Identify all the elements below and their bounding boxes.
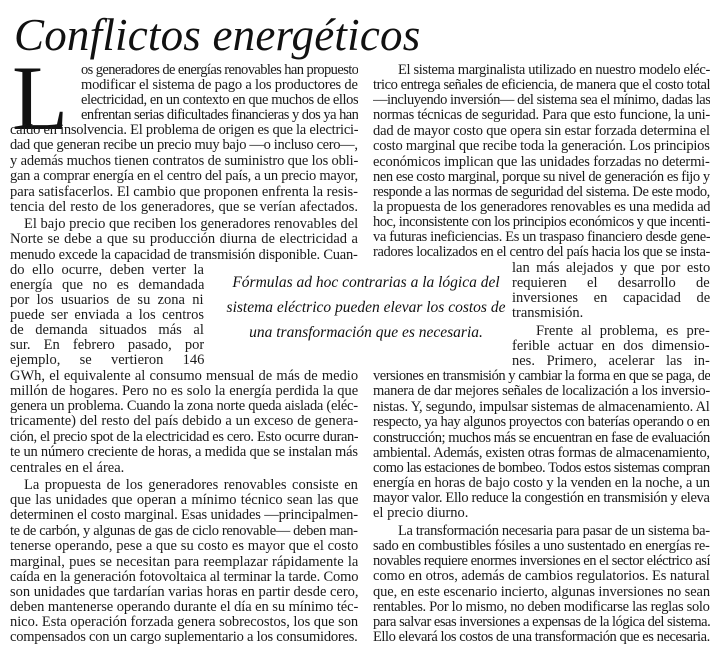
text-line: sado en combustibles fósiles a uno sustentado en energías re- <box>373 538 710 554</box>
text-line: centrales en el área. <box>10 460 125 476</box>
text-line: inversiones en capacidad de <box>512 290 710 306</box>
text-line: dad de mayor costo que opera sin estar forzada determina el <box>373 123 710 139</box>
text-line: ferible actuar en dos dimensio- <box>512 338 710 354</box>
text-line: marginal, pues se necesitan para reemplazar rápidamente la <box>10 554 358 570</box>
text-line: os generadores de energías renovables han propuesto <box>81 62 358 78</box>
text-line: genera un problema. Cuando la zona norte queda aislada (eléc- <box>10 398 358 414</box>
text-line: la propuesta de los generadores renovables es una medida ad <box>373 199 710 215</box>
text-line: novables requiere enormes inversiones en el sector eléctrico así <box>373 553 710 569</box>
pull-quote-line: Fórmulas ad hoc contrarias a la lógica del <box>232 274 500 291</box>
text-line: de demanda situados más al <box>10 322 204 338</box>
text-line: tenerse operando, pese a que su costo es mayor que el costo <box>10 538 358 554</box>
text-line: trico entrega señales de eficiencia, de manera que el costo total <box>373 77 710 93</box>
text-line: para salvar esas inversiones a expensas de la lógica del sistema. <box>373 614 710 630</box>
text-line: tencia del resto de los generadores, que se verían afectados. <box>10 199 358 215</box>
text-line: determinen el costo marginal. Esas unidades —principalmen- <box>10 507 358 523</box>
text-line: rentables. Por lo mismo, no deben modificarse las reglas solo <box>373 599 710 615</box>
text-line: por los usuarios de su zona ni <box>10 292 204 308</box>
text-line: millón de hogares. Pero no es solo la energía perdida la que <box>10 383 358 399</box>
text-line: como las estaciones de bombeo. Todos estos sistemas compran <box>373 460 710 476</box>
text-line: responde a las normas de seguridad del sistema. De este modo, <box>373 184 710 200</box>
text-line: GWh, el equivalente al consumo mensual de más de medio <box>10 368 358 384</box>
text-line: menudo excede la capacidad de transmisión disponible. Cuan- <box>10 247 358 263</box>
drop-cap: L <box>12 47 69 149</box>
text-line: modificar el sistema de pago a los productores de <box>81 77 358 93</box>
text-line: El sistema marginalista utilizado en nuestro modelo eléc- <box>398 62 710 78</box>
text-line: enfrentan serias dificultades financieras y dos ya han <box>81 107 358 123</box>
text-line: El bajo precio que reciben los generadores renovables del <box>24 216 358 232</box>
text-line: transmisión. <box>512 305 584 321</box>
text-line: nistas. Y, segundo, impulsar sistemas de almacenamiento. Al <box>373 399 710 415</box>
text-line: manera de dar mejores señales de localización a los inversio- <box>373 383 710 399</box>
text-line: tricamente) del resto del país debido a un exceso de genera- <box>10 413 358 429</box>
text-line: son unidades que tardarían varias horas en partir desde cero, <box>10 584 358 600</box>
text-line: versiones en transmisión y cambiar la forma en que se paga, de <box>373 368 710 384</box>
text-line: nico. Esta operación forzada genera sobrecostos, los que son <box>10 614 358 630</box>
text-line: nen ese costo marginal, porque su nivel de generación es fijo y <box>373 169 710 185</box>
text-line: caída en la generación fotovoltaica al terminar la tarde. Como <box>10 569 358 585</box>
text-line: —incluyendo inversión— del sistema sea el mínimo, dadas las <box>373 92 710 108</box>
pull-quote-line: sistema eléctrico pueden elevar los costos de <box>226 299 506 316</box>
text-line: respecto, ya hay algunos proyectos con baterías operando o en <box>373 414 710 430</box>
text-line: económicos implican que las unidades forzadas no determi- <box>373 154 710 170</box>
text-line: construcción; muchos más se encuentran en fase de evaluación <box>373 430 710 446</box>
text-line: que las unidades que operan a mínimo técnico sean las que <box>10 492 358 508</box>
text-line: ejemplo, se vertieron 146 <box>10 352 204 368</box>
text-line: hoc, inconsistente con los principios económicos y que incenti- <box>373 214 710 230</box>
headline: Conflictos energéticos <box>14 10 421 60</box>
text-line: para satisfacerlos. El cambio que proponen enfrenta la resis- <box>10 184 358 200</box>
text-line: y además muchos tienen contratos de suministro que los obli- <box>10 153 358 169</box>
text-line: gan a comprar energía en el centro del país, a un precio mayor, <box>10 168 358 184</box>
text-line: electricidad, en un contexto en que muchos de ellos <box>81 92 358 108</box>
text-line: nes. Primero, acelerar las in- <box>512 353 710 369</box>
text-line: sur. En febrero pasado, por <box>10 337 204 353</box>
text-line: te un número creciente de horas, a medida que se instalan más <box>10 444 358 460</box>
text-line: costo marginal que recibe toda la generación. Los principios <box>373 138 710 154</box>
text-line: energía que no es demandada <box>10 277 204 293</box>
text-line: energía en horas de bajo costo y la venden en la noche, a un <box>373 475 710 491</box>
pull-quote-line: una transformación que es necesaria. <box>249 324 483 341</box>
text-line: ambiental. Además, existen otras formas de almacenamiento, <box>373 445 710 461</box>
text-line: puede ser enviada a los centros <box>10 307 204 323</box>
text-line: el precio diurno. <box>373 505 469 521</box>
text-line: radores localizados en el centro del país hacia los que se insta- <box>373 244 710 260</box>
text-line: dad que generan recibe un precio muy bajo —o incluso cero—, <box>10 137 358 153</box>
text-line: requieren el desarrollo de <box>512 275 710 291</box>
text-line: como en otros, además de cambios regulatorios. Es natural <box>373 568 710 584</box>
text-line: va futuras ineficiencias. Es un traspaso financiero desde gene- <box>373 229 710 245</box>
pull-quote <box>226 270 506 345</box>
text-line: deben mantenerse operando durante el día en su mínimo téc- <box>10 599 358 615</box>
text-line: Frente al problema, es pre- <box>536 323 710 339</box>
text-line: te de carbón, y algunas de gas de ciclo renovable— deben man- <box>10 523 358 539</box>
text-line: do ello ocurre, deben verter la <box>10 262 204 278</box>
text-line: Norte se debe a que su producción diurna de electricidad a <box>10 231 358 247</box>
text-line: mayor valor. Ello reduce la congestión en transmisión y eleva <box>373 490 710 506</box>
text-line: normas técnicas de seguridad. Para que esto funcione, la uni- <box>373 107 710 123</box>
text-line: compensados con un cargo suplementario a los consumidores. <box>10 629 358 645</box>
text-line: lan más alejados y que por esto <box>512 260 710 276</box>
text-line: que, en este escenario incierto, algunas inversiones no sean <box>373 584 710 600</box>
text-line: La transformación necesaria para pasar de un sistema ba- <box>398 523 710 539</box>
text-line: Ello elevará los costos de una transformación que es necesaria. <box>373 629 710 645</box>
text-line: ción, el precio spot de la electricidad es cero. Esto ocurre duran- <box>10 429 358 445</box>
text-line: La propuesta de los generadores renovables consiste en <box>24 477 358 493</box>
text-line: caído en insolvencia. El problema de origen es que la electrici- <box>10 122 358 138</box>
